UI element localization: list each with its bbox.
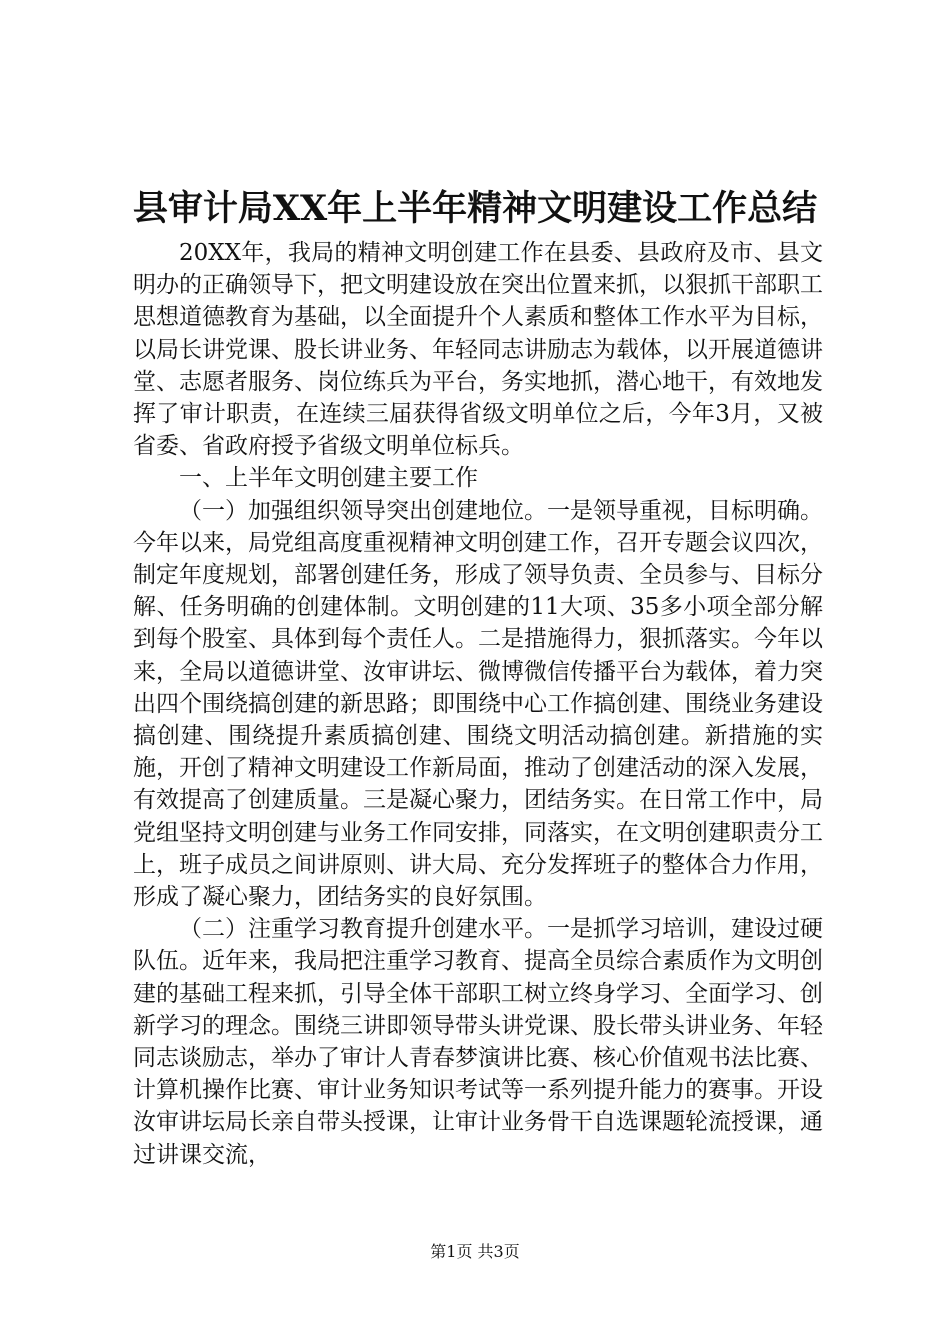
intro-paragraph: 20XX年，我局的精神文明创建工作在县委、县政府及市、县文明办的正确领导下，把文明建设放在突出位置来抓，以狠抓干部职工思想道德教育为基础，以全面提升个人素质和整体工作水平为目标，以局长讲党课、股长讲业务、年轻同志讲励志为载体，以开展道德讲堂、志愿者服务、岗位练兵为平台，务实地抓，潜心地干，有效地发挥了审计职责，在连续三届获得省级文明单位之后，今年3月，又被省委、省政府授予省级文明单位标兵。 [133,240,823,460]
document-title: 县审计局XX年上半年精神文明建设工作总结 [132,188,818,229]
page-number: 第1页 共3页 [430,1242,520,1261]
body-paragraph: （二）注重学习教育提升创建水平。一是抓学习培训，建设过硬队伍。近年来，我局把注重学习教育、提高全员综合素质作为文明创建的基础工程来抓，引导全体干部职工树立终身学习、全面学习、创新学习的理念。围绕三讲即领导带头讲党课、股长带头讲业务、年轻同志谈励志，举办了审计人青春梦演讲比赛、核心价值观书法比赛、计算机操作比赛、审计业务知识考试等一系列提升能力的赛事。开设汝审讲坛局长亲自带头授课，让审计业务骨干自选课题轮流授课，通过讲课交流， [133,916,823,1168]
document-body [133,237,823,1171]
section-heading: 一、上半年文明创建主要工作 [179,465,478,492]
page-footer [0,1241,950,1263]
body-paragraph: （一）加强组织领导突出创建地位。一是领导重视，目标明确。今年以来，局党组高度重视精神文明创建工作，召开专题会议四次，制定年度规划，部署创建任务，形成了领导负责、全员参与、目标分解、任务明确的创建体制。文明创建的11大项、35多小项全部分解到每个股室、具体到每个责任人。二是措施得力，狠抓落实。今年以来，全局以道德讲堂、汝审讲坛、微博微信传播平台为载体，着力突出四个围绕搞创建的新思路；即围绕中心工作搞创建、围绕业务建设搞创建、围绕提升素质搞创建、围绕文明活动搞创建。新措施的实施，开创了精神文明建设工作新局面，推动了创建活动的深入发展，有效提高了创建质量。三是凝心聚力，团结务实。在日常工作中，局党组坚持文明创建与业务工作同安排，同落实，在文明创建职责分工上，班子成员之间讲原则、讲大局、充分发挥班子的整体合力作用，形成了凝心聚力，团结务实的良好氛围。 [133,497,823,911]
